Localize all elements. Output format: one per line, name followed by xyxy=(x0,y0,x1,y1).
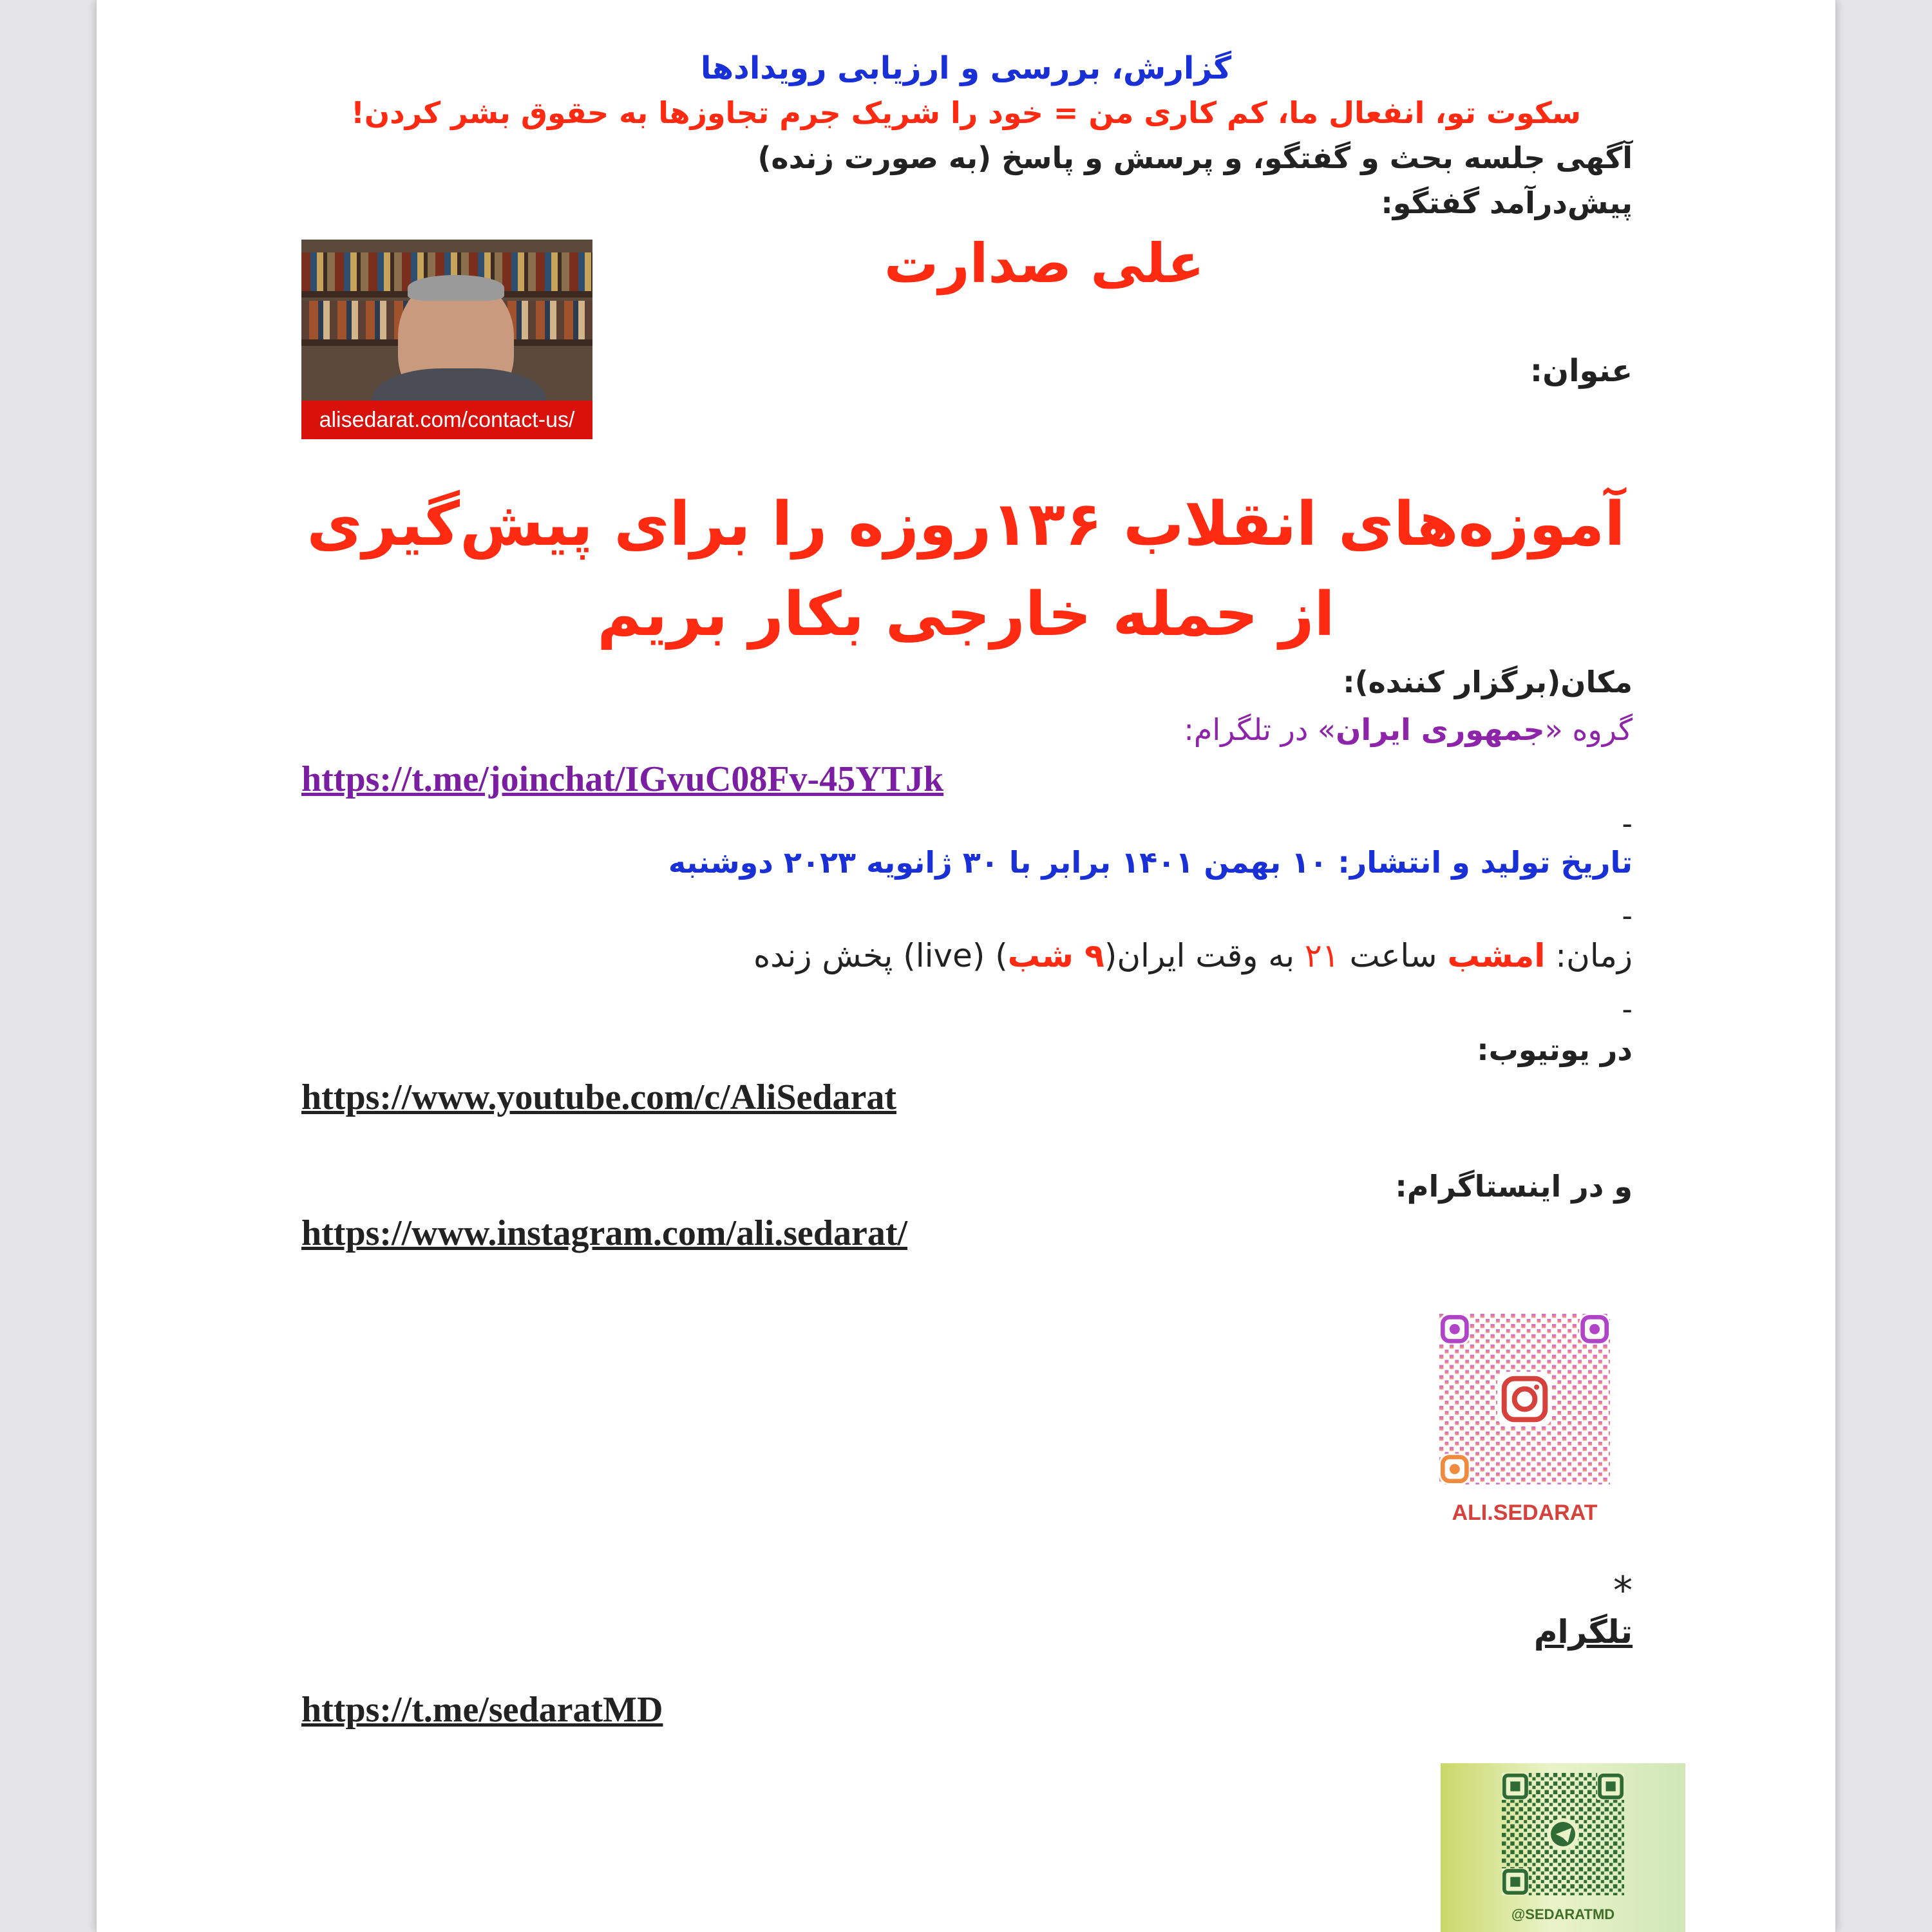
telegram-qr-handle: @SEDARATMD xyxy=(1511,1906,1615,1922)
time-hour: ۲۱ xyxy=(1304,937,1340,974)
asterisk-icon: * xyxy=(1613,1568,1633,1613)
instagram-qr-icon[interactable] xyxy=(1439,1314,1610,1484)
youtube-link[interactable]: https://www.youtube.com/c/AliSedarat xyxy=(301,1077,896,1117)
time-label: زمان: xyxy=(1545,937,1633,974)
photo-caption[interactable]: alisedarat.com/contact-us/ xyxy=(301,401,592,439)
document-page xyxy=(97,0,1835,1932)
youtube-label: در یوتیوب: xyxy=(1477,1032,1633,1067)
separator-dash: - xyxy=(1622,992,1633,1027)
separator-dash: - xyxy=(1622,806,1633,841)
group-prefix: گروه « xyxy=(1544,712,1633,747)
time-nine-pm: ۹ شب xyxy=(1007,937,1104,974)
time-tonight: امشب xyxy=(1447,937,1546,974)
header-title: گزارش، بررسی و ارزیابی رویدادها xyxy=(700,50,1232,86)
telegram-qr-icon xyxy=(1502,1773,1624,1895)
separator-dash: - xyxy=(1622,898,1633,933)
event-notice: آگهی جلسه بحث و گفتگو، و پرسش و پاسخ (به صورت زنده) xyxy=(757,140,1633,175)
time-hour-text: ساعت xyxy=(1339,937,1448,974)
slogan: سکوت تو، انفعال ما، کم کاری من = خود را شریک جرم تجاوزها به حقوق بشر کردن! xyxy=(350,95,1582,130)
publish-date: تاریخ تولید و انتشار: ۱۰ بهمن ۱۴۰۱ برابر با ۳۰ ژانویه ۲۰۲۳ دوشنبه xyxy=(668,845,1633,880)
group-name: جمهوری ایران xyxy=(1336,712,1545,747)
event-time xyxy=(753,937,1633,974)
intro-label: پیش‌درآمد گفتگو: xyxy=(1381,185,1633,220)
instagram-link[interactable]: https://www.instagram.com/ali.sedarat/ xyxy=(301,1213,908,1253)
topic-label: عنوان: xyxy=(1530,353,1633,389)
time-live-text: ) (live) پخش زنده xyxy=(753,937,1008,974)
instagram-qr-handle: ALI.SEDARAT xyxy=(1452,1501,1598,1525)
time-iran-text: به وقت ایران( xyxy=(1104,937,1305,974)
venue-label: مکان(برگزار کننده): xyxy=(1343,665,1633,699)
telegram-group-link[interactable]: https://t.me/joinchat/IGvuC08Fv-45YTJk xyxy=(301,759,944,799)
instagram-label: و در اینستاگرام: xyxy=(1395,1169,1633,1204)
telegram-channel-link[interactable]: https://t.me/sedaratMD xyxy=(301,1690,663,1730)
telegram-group-line xyxy=(1184,712,1633,747)
telegram-label: تلگرام xyxy=(1533,1613,1633,1651)
telegram-qr-card[interactable] xyxy=(1441,1763,1685,1932)
topic-headline: آموزه‌های انقلاب ۱۳۶روزه را برای پیش‌گیری از حمله خارجی بکار بریم xyxy=(307,489,1625,650)
group-suffix: » در تلگرام: xyxy=(1184,712,1336,747)
speaker-name: علی صدارت xyxy=(884,232,1204,295)
speaker-photo xyxy=(301,240,592,439)
